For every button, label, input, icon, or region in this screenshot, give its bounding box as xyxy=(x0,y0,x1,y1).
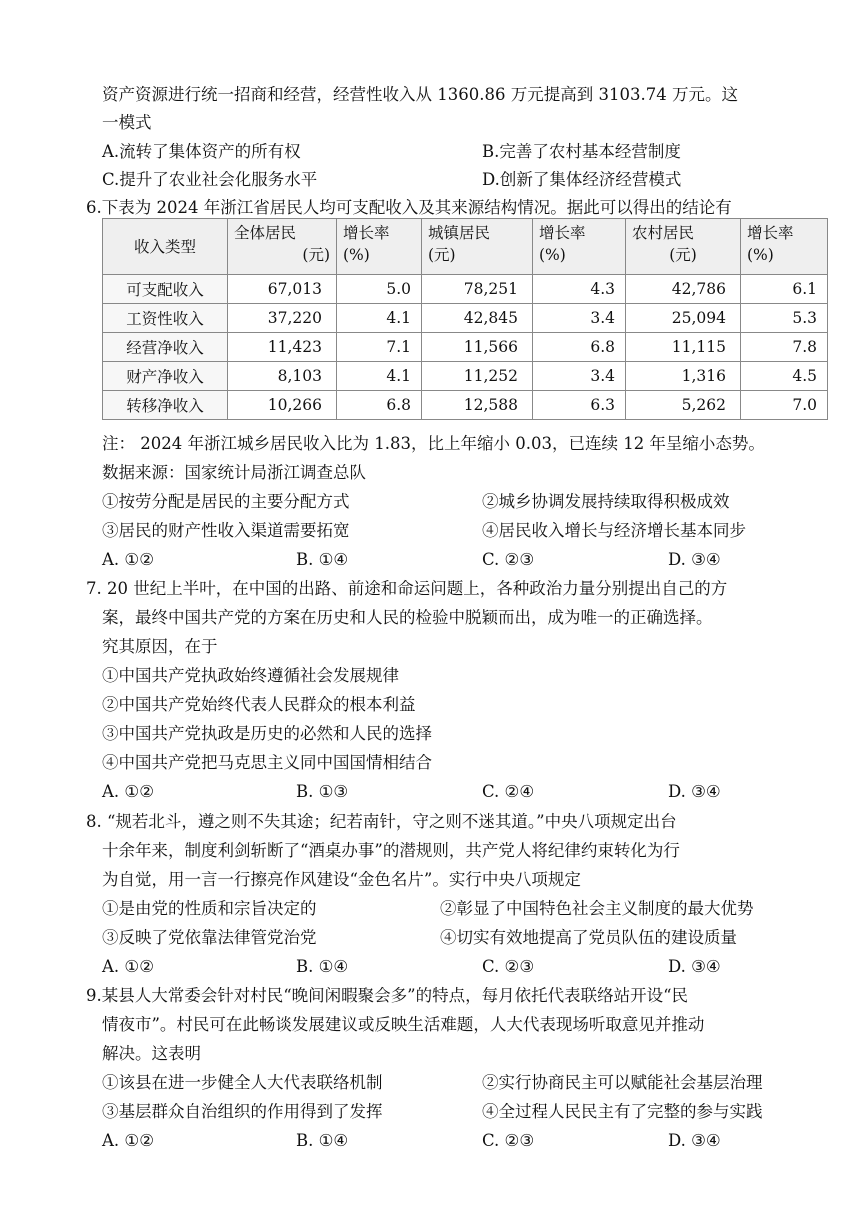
q5-stem-line-1: 资产资源进行统一招商和经营，经营性收入从 1360.86 万元提高到 3103.74 万元。这 xyxy=(102,85,738,104)
q8-option-c: C. ②③ xyxy=(482,957,535,976)
table-cell: 6.3 xyxy=(533,391,626,420)
q7-option-c: C. ②④ xyxy=(482,782,535,801)
q5-option-d: D.创新了集体经济经营模式 xyxy=(482,170,682,189)
header-rural-residents: 农村居民 (元) xyxy=(626,219,741,275)
q8-statement-1: ①是由党的性质和宗旨决定的 xyxy=(102,899,317,918)
q9-option-c: C. ②③ xyxy=(482,1131,535,1150)
q6-statement-2: ②城乡协调发展持续取得积极成效 xyxy=(482,492,730,511)
table-cell: 5.3 xyxy=(741,304,828,333)
header-growth-rate: 增长率 (%) xyxy=(741,219,828,275)
q8-statement-3: ③反映了党依靠法律管党治党 xyxy=(102,928,317,947)
table-cell: 11,423 xyxy=(228,333,337,362)
q7-option-b: B. ①③ xyxy=(296,782,349,801)
table-cell: 4.3 xyxy=(533,275,626,304)
row-label: 财产净收入 xyxy=(103,362,228,391)
q9-option-d: D. ③④ xyxy=(668,1131,721,1150)
q6-statement-3: ③居民的财产性收入渠道需要拓宽 xyxy=(102,521,350,540)
q7-stem-line-2: 案，最终中国共产党的方案在历史和人民的检验中脱颖而出，成为唯一的正确选择。 xyxy=(102,608,713,627)
q7-option-d: D. ③④ xyxy=(668,782,721,801)
table-cell: 7.1 xyxy=(337,333,422,362)
table-row xyxy=(103,275,828,304)
income-table xyxy=(102,218,828,420)
q8-option-b: B. ①④ xyxy=(296,957,349,976)
q7-stem-line-3: 究其原因，在于 xyxy=(102,637,218,656)
table-cell: 8,103 xyxy=(228,362,337,391)
q7-statement-3: ③中国共产党执政是历史的必然和人民的选择 xyxy=(102,724,432,743)
table-cell: 67,013 xyxy=(228,275,337,304)
q5-option-b: B.完善了农村基本经营制度 xyxy=(482,142,681,161)
table-row xyxy=(103,391,828,420)
table-cell: 11,566 xyxy=(422,333,533,362)
q9-statement-4: ④全过程人民民主有了完整的参与实践 xyxy=(482,1102,763,1121)
table-cell: 4.5 xyxy=(741,362,828,391)
q8-option-a: A. ①② xyxy=(102,957,154,976)
q8-stem-line-1: 8. “规若北斗，遵之则不失其途；纪若南针，守之则不迷其道。”中央八项规定出台 xyxy=(86,812,677,831)
header-growth-rate: 增长率 (%) xyxy=(337,219,422,275)
q7-option-a: A. ①② xyxy=(102,782,154,801)
table-row xyxy=(103,333,828,362)
q9-statement-1: ①该县在进一步健全人大代表联络机制 xyxy=(102,1073,383,1092)
row-label: 经营净收入 xyxy=(103,333,228,362)
q9-stem-line-1: 9.某县人大常委会针对村民“晚间闲暇聚会多”的特点，每月依托代表联络站开设“民 xyxy=(86,986,689,1005)
row-label: 工资性收入 xyxy=(103,304,228,333)
table-cell: 3.4 xyxy=(533,304,626,333)
q9-statement-2: ②实行协商民主可以赋能社会基层治理 xyxy=(482,1073,763,1092)
table-cell: 3.4 xyxy=(533,362,626,391)
table-cell: 11,252 xyxy=(422,362,533,391)
table-cell: 5,262 xyxy=(626,391,741,420)
q8-option-d: D. ③④ xyxy=(668,957,721,976)
header-growth-rate: 增长率 (%) xyxy=(533,219,626,275)
q5-option-c: C.提升了农业社会化服务水平 xyxy=(102,170,318,189)
q6-source: 数据来源：国家统计局浙江调查总队 xyxy=(102,463,366,482)
table-cell: 25,094 xyxy=(626,304,741,333)
table-cell: 5.0 xyxy=(337,275,422,304)
q7-stem-line-1: 7. 20 世纪上半叶，在中国的出路、前途和命运问题上，各种政治力量分别提出自己的方 xyxy=(86,579,728,598)
q6-option-a: A. ①② xyxy=(102,550,154,569)
table-cell: 1,316 xyxy=(626,362,741,391)
q6-option-c: C. ②③ xyxy=(482,550,535,569)
q7-statement-4: ④中国共产党把马克思主义同中国国情相结合 xyxy=(102,753,432,772)
q7-statement-2: ②中国共产党始终代表人民群众的根本利益 xyxy=(102,695,416,714)
q9-stem-line-3: 解决。这表明 xyxy=(102,1044,201,1063)
header-income-type: 收入类型 xyxy=(103,219,228,275)
q8-statement-2: ②彰显了中国特色社会主义制度的最大优势 xyxy=(440,899,754,918)
q6-note: 注： 2024 年浙江城乡居民收入比为 1.83，比上年缩小 0.03，已连续 12 年呈缩小态势。 xyxy=(102,434,765,453)
table-cell: 78,251 xyxy=(422,275,533,304)
q5-stem-line-2: 一模式 xyxy=(102,113,152,132)
table-cell: 42,845 xyxy=(422,304,533,333)
table-cell: 7.8 xyxy=(741,333,828,362)
q5-option-a: A.流转了集体资产的所有权 xyxy=(102,142,301,161)
q9-option-b: B. ①④ xyxy=(296,1131,349,1150)
q6-statement-4: ④居民收入增长与经济增长基本同步 xyxy=(482,521,746,540)
table-cell: 37,220 xyxy=(228,304,337,333)
q9-option-a: A. ①② xyxy=(102,1131,154,1150)
q8-statement-4: ④切实有效地提高了党员队伍的建设质量 xyxy=(440,928,737,947)
table-cell: 11,115 xyxy=(626,333,741,362)
q6-stem: 6.下表为 2024 年浙江省居民人均可支配收入及其来源结构情况。据此可以得出的结论有 xyxy=(86,198,732,217)
row-label: 可支配收入 xyxy=(103,275,228,304)
q8-stem-line-3: 为自觉，用一言一行擦亮作风建设“金色名片”。实行中央八项规定 xyxy=(102,870,581,889)
table-cell: 4.1 xyxy=(337,304,422,333)
table-cell: 4.1 xyxy=(337,362,422,391)
table-cell: 6.8 xyxy=(533,333,626,362)
table-cell: 6.8 xyxy=(337,391,422,420)
header-urban-residents: 城镇居民 (元) xyxy=(422,219,533,275)
table-row xyxy=(103,362,828,391)
q6-statement-1: ①按劳分配是居民的主要分配方式 xyxy=(102,492,350,511)
table-cell: 6.1 xyxy=(741,275,828,304)
q6-option-b: B. ①④ xyxy=(296,550,349,569)
table-cell: 7.0 xyxy=(741,391,828,420)
table-row xyxy=(103,304,828,333)
header-all-residents: 全体居民 (元) xyxy=(228,219,337,275)
q6-option-d: D. ③④ xyxy=(668,550,721,569)
q9-stem-line-2: 情夜市”。村民可在此畅谈发展建议或反映生活难题，人大代表现场听取意见并推动 xyxy=(102,1015,705,1034)
table-cell: 12,588 xyxy=(422,391,533,420)
table-cell: 10,266 xyxy=(228,391,337,420)
q7-statement-1: ①中国共产党执政始终遵循社会发展规律 xyxy=(102,666,399,685)
table-header-row xyxy=(103,219,828,275)
q8-stem-line-2: 十余年来，制度利剑斩断了“酒桌办事”的潜规则，共产党人将纪律约束转化为行 xyxy=(102,841,680,860)
q9-statement-3: ③基层群众自治组织的作用得到了发挥 xyxy=(102,1102,383,1121)
table-cell: 42,786 xyxy=(626,275,741,304)
row-label: 转移净收入 xyxy=(103,391,228,420)
